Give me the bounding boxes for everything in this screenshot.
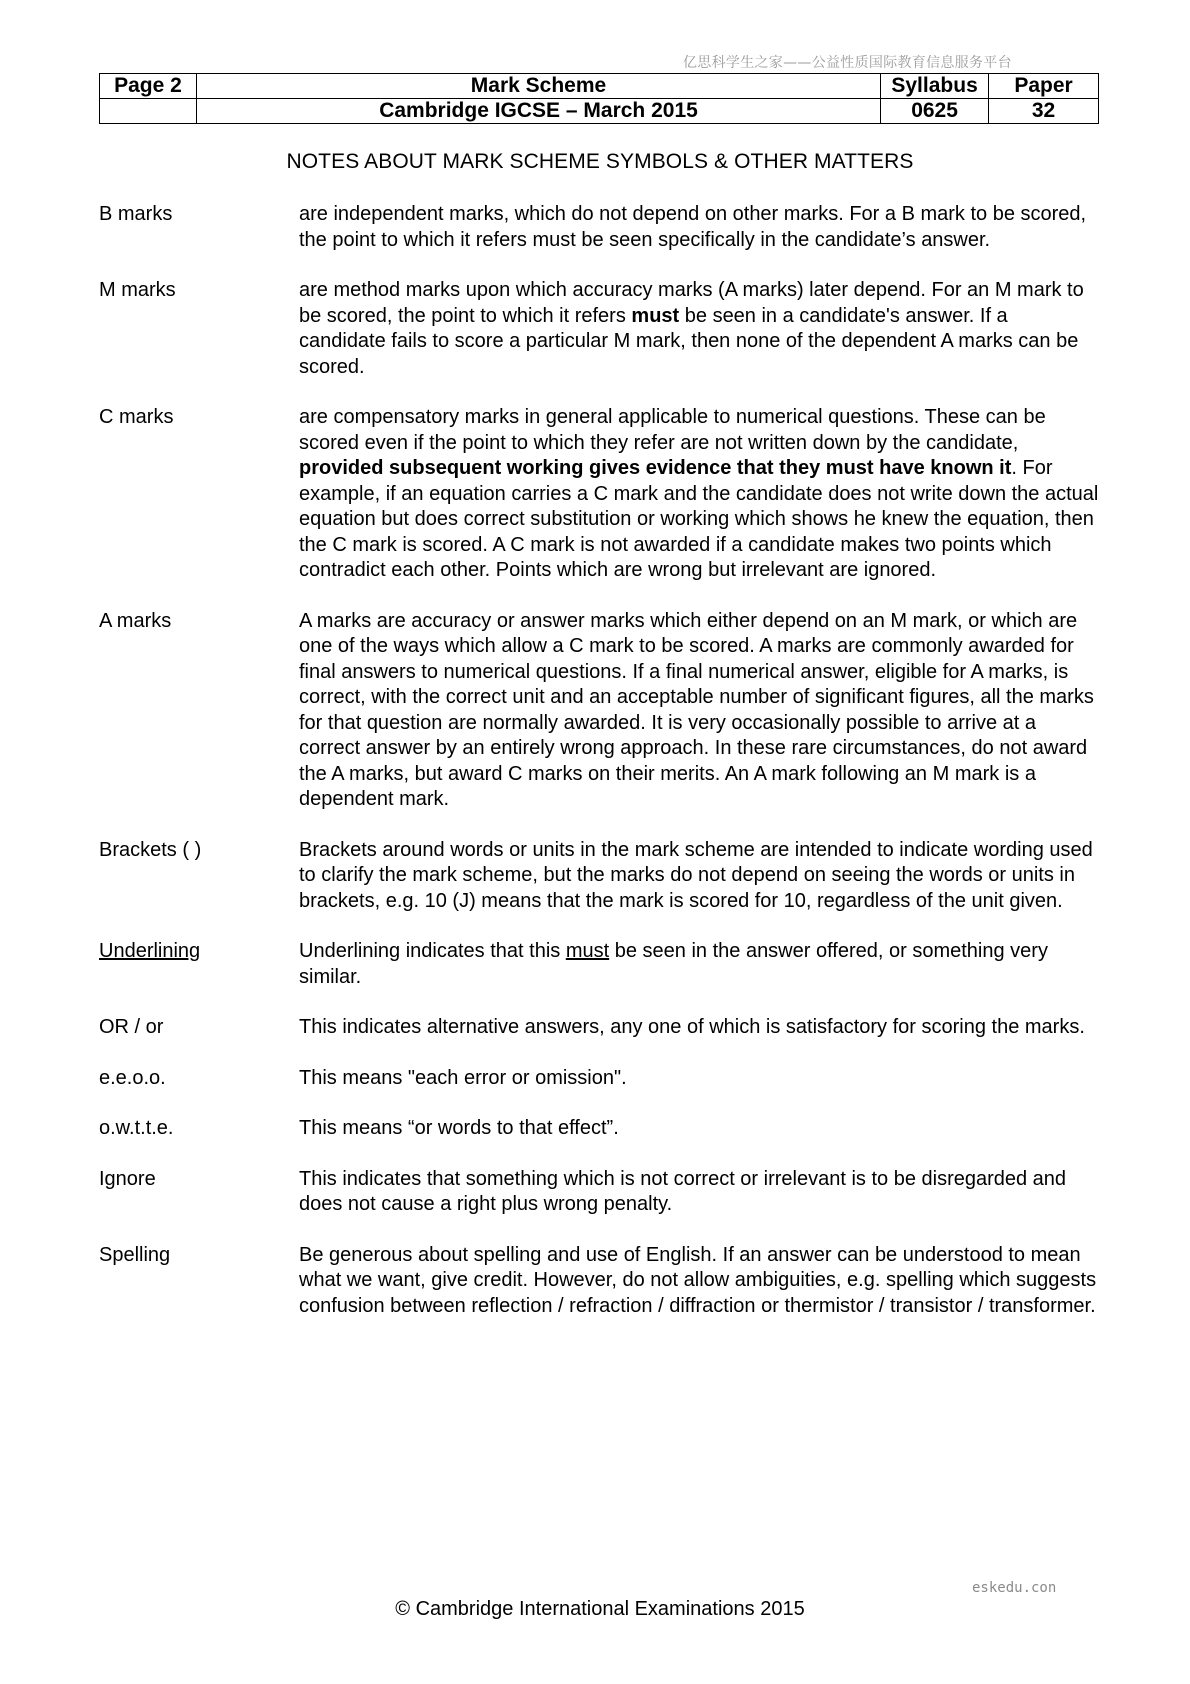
header-table	[99, 73, 1099, 124]
emphasis-text: must	[631, 304, 680, 327]
entry-spelling	[99, 1243, 1099, 1320]
footer-copyright: © Cambridge International Examinations 2015	[395, 1598, 805, 1620]
notes-list	[99, 202, 1099, 1344]
entry-eeoo	[99, 1066, 1099, 1092]
term-label: C marks	[99, 406, 174, 428]
syllabus-value: 0625	[881, 99, 989, 124]
description-text: be seen in the answer offered, or something very similar.	[299, 940, 1048, 988]
term-description: This means “or words to that effect”.	[299, 1117, 619, 1139]
term-description: are independent marks, which do not depend on other marks. For a B mark to be scored, the point to which it refers must be seen specifically in the candidate’s answer.	[299, 203, 1087, 251]
notes-title: NOTES ABOUT MARK SCHEME SYMBOLS & OTHER MATTERS	[286, 150, 914, 173]
term-label: M marks	[99, 279, 176, 301]
term-description: This means "each error or omission".	[299, 1066, 627, 1089]
term-label: A marks	[99, 609, 172, 632]
paper-value: 32	[989, 99, 1099, 124]
paper-label: Paper	[989, 74, 1099, 99]
description-text: be seen in a candidate's answer. If a candidate fails to score a particular M mark, then none of the dependent A marks can be scored.	[299, 304, 1079, 378]
entry-owtte	[99, 1116, 1099, 1142]
document-title: Mark Scheme	[196, 74, 880, 99]
entry-a-marks	[99, 609, 1099, 813]
term-description: This indicates that something which is not correct or irrelevant is to be disregarded and does not cause a right plus wrong penalty.	[299, 1167, 1067, 1215]
term-label: e.e.o.o.	[99, 1066, 166, 1089]
document-subtitle: Cambridge IGCSE – March 2015	[196, 99, 880, 124]
description-text: . For example, if an equation carries a C mark and the candidate does not write down the actual equation but does correct substitution or working which shows he knew the equation, then the C mark is scored. A C mark is not awarded if a candidate makes two points which contradict each other. Points which are wrong but irrelevant are ignored.	[299, 457, 1099, 581]
description-text: Underlining indicates that this	[299, 940, 566, 962]
description-text: are method marks upon which accuracy marks (A marks) later depend. For an M mark to be scored, the point to which it refers	[299, 279, 1084, 327]
entry-underlining	[99, 939, 1099, 990]
entry-brackets	[99, 838, 1099, 915]
entry-or	[99, 1015, 1099, 1041]
term-label: B marks	[99, 203, 173, 225]
term-label: Ignore	[99, 1167, 156, 1190]
empty-cell	[100, 99, 197, 124]
term-description	[299, 939, 1099, 990]
term-label: Brackets ( )	[99, 838, 202, 861]
term-label: Spelling	[99, 1243, 171, 1266]
term-label: OR / or	[99, 1016, 164, 1038]
entry-b-marks	[99, 202, 1099, 253]
term-description: Brackets around words or units in the mark scheme are intended to indicate wording used to clarify the mark scheme, but the marks do not depend on seeing the words or units in brackets, e.g. 10 (J) means that the mark is scored for 10, regardless of the unit given.	[299, 838, 1093, 912]
underlined-text: must	[565, 940, 610, 962]
entry-c-marks	[99, 405, 1099, 584]
term-description: Be generous about spelling and use of English. If an answer can be understood to mean what we want, give credit. However, do not allow ambiguities, e.g. spelling which suggests confusion between reflection / refraction / diffraction or thermistor / transistor / transformer.	[299, 1243, 1097, 1317]
term-description	[299, 405, 1099, 584]
emphasis-text: provided subsequent working gives evidence that they must have known it	[299, 457, 1012, 479]
syllabus-label: Syllabus	[881, 74, 989, 99]
watermark-top: 亿思科学生之家——公益性质国际教育信息服务平台	[683, 55, 1012, 71]
term-description	[299, 278, 1099, 380]
term-description: This indicates alternative answers, any one of which is satisfactory for scoring the marks.	[299, 1016, 1085, 1038]
entry-m-marks	[99, 278, 1099, 380]
page-number: Page 2	[100, 74, 197, 99]
term-description: A marks are accuracy or answer marks which either depend on an M mark, or which are one of the ways which allow a C mark to be scored. A marks are commonly awarded for final answers to numerical questions. If a final numerical answer, eligible for A marks, is correct, with the correct unit and an acceptable number of significant figures, all the marks for that question are normally awarded. It is very occasionally possible to arrive at a correct answer by an entirely wrong approach. In these rare circumstances, do not award the A marks, but award C marks on their merits. An A mark following an M mark is a dependent mark.	[299, 609, 1094, 810]
term-label: Underlining	[99, 940, 201, 962]
description-text: are compensatory marks in general applicable to numerical questions. These can be scored even if the point to which they refer are not written down by the candidate,	[299, 406, 1046, 454]
term-label: o.w.t.t.e.	[99, 1117, 174, 1139]
watermark-bottom: eskedu.con	[972, 1580, 1057, 1596]
entry-ignore	[99, 1167, 1099, 1218]
